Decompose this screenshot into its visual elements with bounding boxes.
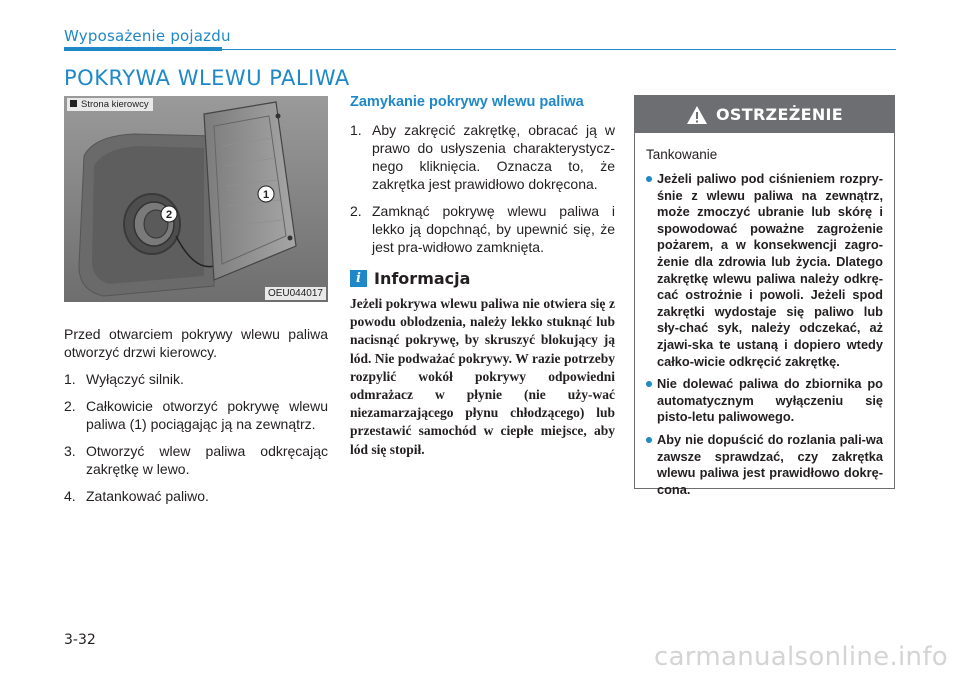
warning-list — [646, 171, 883, 498]
step-text: Zamknąć pokrywę wlewu paliwa i lekko ją dopchnąć, by upewnić się, że jest pra-widłowo zamknięta. — [372, 203, 615, 255]
step-number: 1. — [350, 122, 362, 138]
section-title: Wyposażenie pojazdu — [64, 27, 231, 45]
info-text: Jeżeli pokrywa wlewu paliwa nie otwiera się z powodu oblodzenia, należy lekko stuknąć lub nacisnąć pokrywę, by skruszyć blokujący ją lód. Nie podważać pokrywy. W razie potrzeby rozpylić wokół pokrywy odpowiedni odmrażacz w płynie (nie uży-wać niezamarzającego płynu chłodzącego) lub przestawić samochód w ciepłe miejsce, aby lód się stopił. — [350, 296, 615, 457]
step-number: 1. — [64, 371, 76, 387]
bullet-icon — [646, 176, 652, 182]
list-item — [64, 370, 328, 388]
info-header — [350, 269, 615, 288]
step-number: 2. — [64, 398, 76, 414]
list-item — [64, 397, 328, 433]
bullet-icon — [646, 437, 652, 443]
warning-item-text: Aby nie dopuścić do rozlania pali-wa zawsze sprawdzać, czy zakrętka wlewu paliwa jest prawidłowo dokrę-cona. — [657, 431, 883, 497]
fuel-door-illustration — [64, 96, 328, 302]
figure-code: OEU044017 — [265, 287, 326, 300]
list-item — [350, 202, 615, 256]
list-item — [646, 432, 883, 498]
opening-instructions — [64, 325, 328, 514]
warning-item-text: Jeżeli paliwo pod ciśnieniem rozpry-śnie z wlewu paliwa na zewnątrz, może zmoczyć ubranie lub skórę i spowodować poważne zagrożenie pożarem, a w konsekwencji zagro-żenie dla zdrowia lub życia. Dlatego zakrętkę wlewu paliwa należy odkrę-cać ostrożnie i powoli. Jeżeli spod zakrętki wydostaje się paliwo lub sły-chać syk, należy odczekać, aż zjawi-ska te ustaną i dopiero wtedy całko-wicie odkręcić zakrętkę. — [657, 171, 883, 369]
callout-1-label: 1 — [262, 189, 270, 201]
closing-steps — [350, 121, 615, 256]
intro-text: Przed otwarciem pokrywy wlewu paliwa otworzyć drzwi kierowcy. — [64, 326, 328, 360]
step-text: Otworzyć wlew paliwa odkręcając zakrętkę w lewo. — [86, 443, 328, 477]
list-item — [64, 442, 328, 478]
list-item — [646, 171, 883, 370]
header-rule — [222, 49, 896, 50]
warning-body — [635, 133, 894, 498]
page-title: POKRYWA WLEWU PALIWA — [64, 66, 350, 90]
warning-triangle-icon — [686, 105, 708, 125]
step-text: Aby zakręcić zakrętkę, obracać ją w prawo do usłyszenia charakterystycz-nego kliknięcia. Oznacza to, że zakrętka jest prawidłowo dokręcona. — [372, 122, 615, 192]
warning-header — [635, 96, 894, 133]
square-bullet-icon — [70, 100, 77, 107]
warning-title: OSTRZEŻENIE — [716, 105, 843, 124]
step-text: Zatankować paliwo. — [86, 488, 209, 504]
closing-subtitle: Zamykanie pokrywy wlewu paliwa — [350, 94, 584, 110]
watermark: carmanualsonline.info — [653, 642, 948, 672]
page-number: 3-32 — [64, 632, 96, 648]
fuel-door-drawing — [64, 96, 328, 302]
step-number: 2. — [350, 203, 362, 219]
step-number: 3. — [64, 443, 76, 459]
info-icon: i — [350, 270, 367, 287]
warning-subtitle: Tankowanie — [646, 147, 718, 162]
list-item — [64, 487, 328, 505]
warning-box — [634, 95, 895, 497]
info-title: Informacja — [374, 269, 471, 288]
step-text: Wyłączyć silnik. — [86, 371, 184, 387]
warning-item-text: Nie dolewać paliwa do zbiornika po automatycznym wyłączeniu się pisto-letu paliwowego. — [657, 376, 883, 425]
figure-side-tag-label: Strona kierowcy — [81, 99, 149, 110]
closing-instructions — [350, 93, 615, 459]
step-number: 4. — [64, 488, 76, 504]
list-item — [350, 121, 615, 193]
header-rule-accent — [64, 47, 222, 51]
step-text: Całkowicie otworzyć pokrywę wlewu paliwa (1) pociągając ją na zewnątrz. — [86, 398, 328, 432]
list-item — [646, 376, 883, 426]
opening-steps — [64, 370, 328, 505]
callout-2-label: 2 — [165, 209, 173, 221]
bullet-icon — [646, 381, 652, 387]
figure-side-tag — [67, 98, 153, 111]
